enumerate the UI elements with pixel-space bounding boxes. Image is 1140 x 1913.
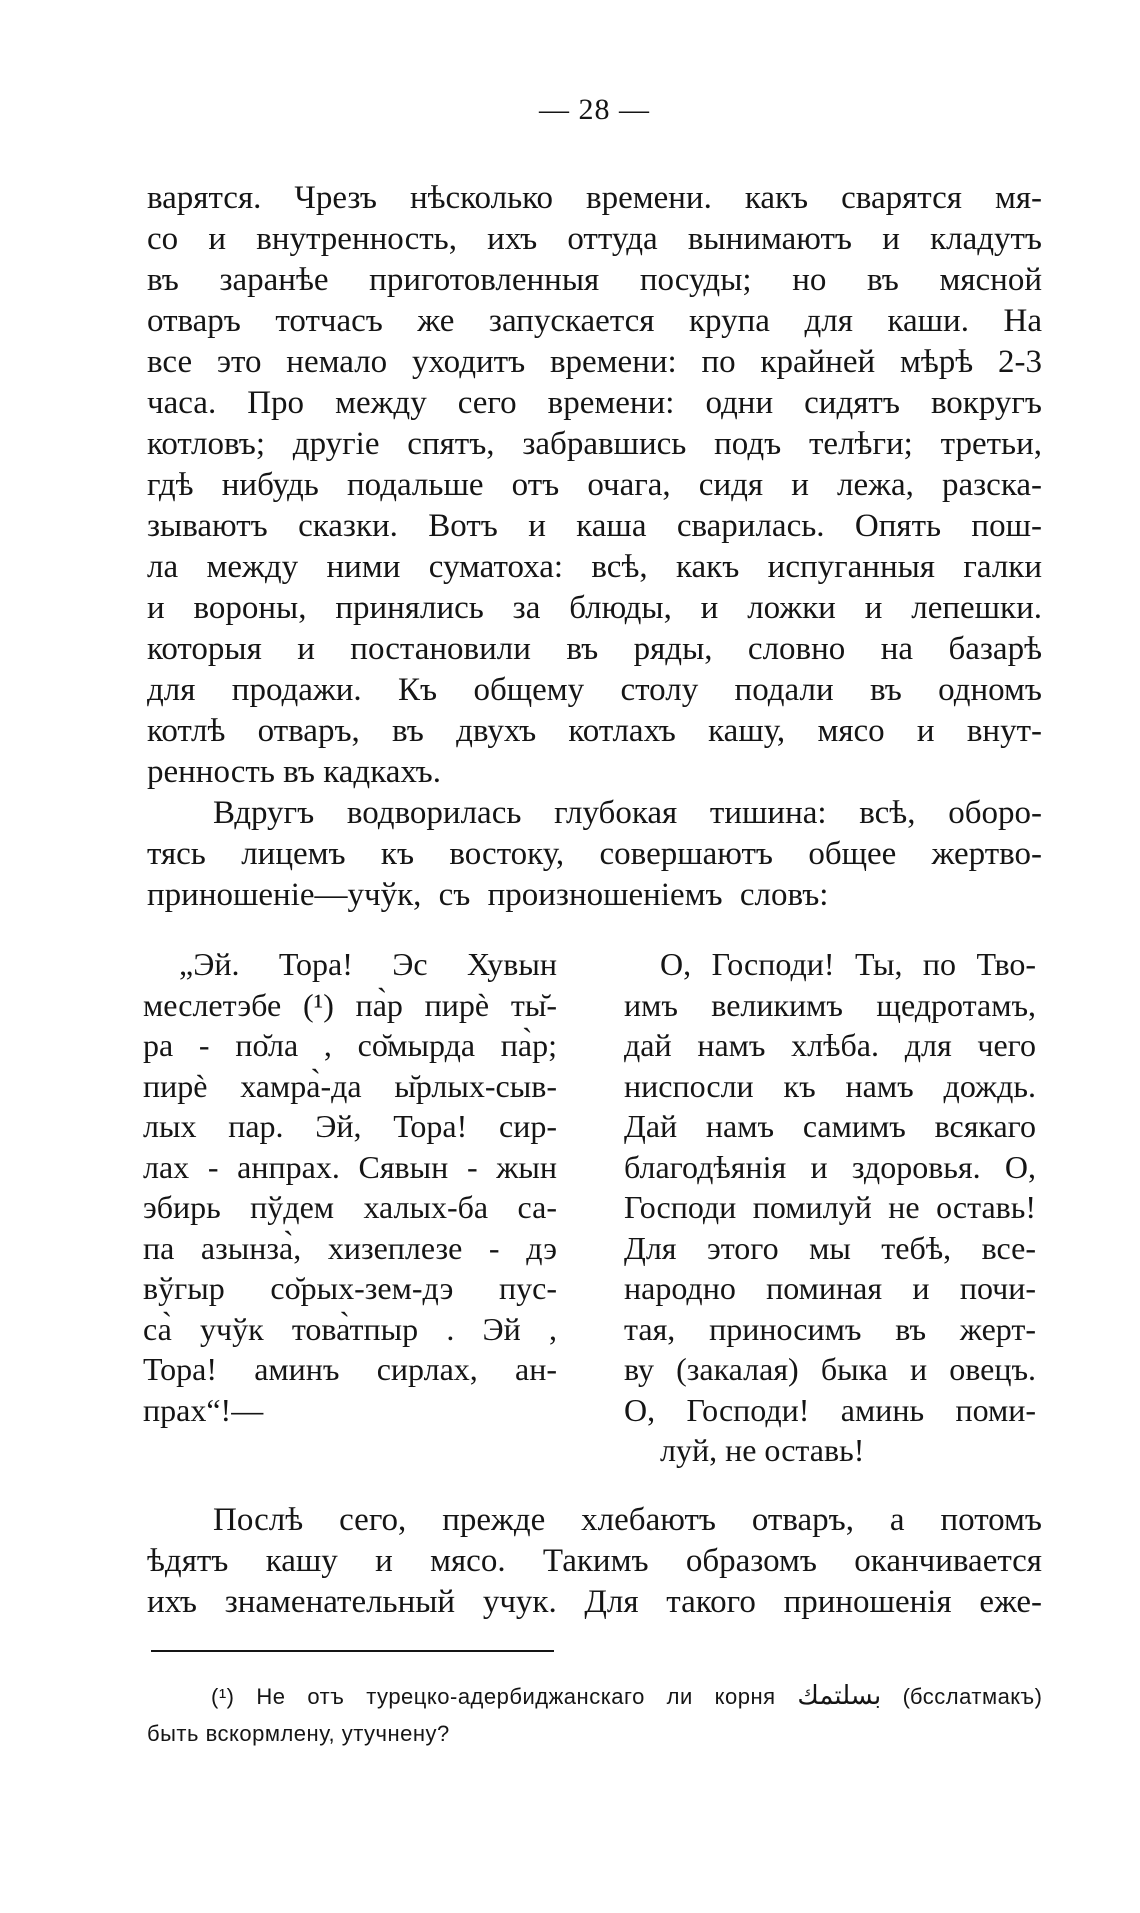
text-line: ренность въ кадкахъ. [147, 754, 441, 790]
translation-line: ниспосли къ намъ дождь. [624, 1067, 1036, 1104]
prayer-line: пирѐ хамра̀-да ы̆рлых-сыв- [143, 1067, 557, 1104]
translation-line: О, Господи! аминь поми- [624, 1391, 1036, 1428]
text-line: которыя и постановили въ ряды, словно на базарѣ [147, 631, 1042, 667]
russian-translation-column [624, 944, 1036, 1471]
footnote-transliteration: (бсслатмакъ) [902, 1684, 1042, 1709]
text-line: котлѣ отваръ, въ двухъ котлахъ кашу, мясо и внут- [147, 713, 1042, 749]
translation-line: ву (закалая) быка и овецъ. [624, 1351, 1036, 1387]
translation-line: благодѣянія и здоровья. О, [624, 1148, 1036, 1185]
text-line: отваръ тотчасъ же запускается крупа для каши. На [147, 303, 1042, 339]
text-line: приношеніе—учўк, съ произношеніемъ словъ: [147, 877, 829, 913]
prayer-line: па азынза̀, хизеплезе - дэ [143, 1229, 557, 1266]
footnote [147, 1677, 1042, 1753]
translation-line: дай намъ хлѣба. для чего [624, 1027, 1036, 1063]
prayer-line: эбирь пўдем халых-ба са- [143, 1189, 557, 1225]
translation-line: тая, приносимъ въ жерт- [624, 1310, 1036, 1347]
footnote-text: Не отъ турецко-адербиджанскаго ли корня [256, 1684, 776, 1709]
translation-line: Для этого мы тебѣ, все- [624, 1229, 1036, 1266]
text-line: въ заранѣе приготовленныя посуды; но въ мясной [147, 262, 1042, 298]
translation-line: народно поминая и почи- [624, 1270, 1036, 1306]
text-line: часа. Про между сего времени: одни сидятъ вокругъ [147, 385, 1042, 421]
text-line: Вдругъ водворилась глубокая тишина: всѣ, оборо- [213, 795, 1042, 831]
page-number: — 28 — [539, 93, 650, 126]
footnote-line [147, 1677, 1042, 1715]
chuvash-prayer-column [143, 944, 557, 1430]
prayer-line: са̀ учўк това̀тпыр . Эй , [143, 1310, 557, 1347]
translation-line: О, Господи! Ты, по Тво- [660, 946, 1036, 982]
prayer-line: лых пар. Эй, Тора! сир- [143, 1108, 557, 1144]
translation-line: луй, не оставь! [660, 1432, 865, 1468]
translation-line: Дай намъ самимъ всякаго [624, 1108, 1036, 1144]
translation-line: имъ великимъ щедротамъ, [624, 986, 1036, 1023]
footnote-separator [151, 1650, 554, 1652]
footnote-marker: (¹) [211, 1684, 235, 1709]
paragraph-3 [147, 1500, 1042, 1623]
text-line: со и внутренность, ихъ оттуда вынимаютъ и кладутъ [147, 221, 1042, 257]
text-line: ѣдятъ кашу и мясо. Такимъ образомъ оканчивается [147, 1543, 1042, 1579]
prayer-line: прах“!— [143, 1391, 264, 1428]
text-line: ла между ними суматоха: всѣ, какъ испуганныя галки [147, 549, 1042, 585]
prayer-line: меслетэбе (¹) па̀р пирѐ ты̆- [143, 986, 557, 1023]
text-line: ихъ знаменательный учук. Для такого приношенія еже- [147, 1584, 1042, 1620]
paragraph-1 [147, 178, 1042, 793]
prayer-line: лах - анпрах. Сявын - жын [143, 1148, 557, 1185]
text-line: котловъ; другіе спятъ, забравшись подъ телѣги; третьи, [147, 426, 1042, 462]
text-line: зываютъ сказки. Вотъ и каша сварилась. Опять пош- [147, 508, 1042, 544]
prayer-line: Тора! аминъ сирлах, ан- [143, 1351, 557, 1387]
text-line: гдѣ нибудь подальше отъ очага, сидя и лежа, разска- [147, 467, 1042, 503]
text-line: Послѣ сего, прежде хлебаютъ отваръ, а потомъ [213, 1502, 1042, 1538]
translation-line: Господи помилуй не оставь! [624, 1189, 1036, 1225]
text-line: тясь лицемъ къ востоку, совершаютъ общее жертво- [147, 836, 1042, 872]
text-line: варятся. Чрезъ нѣсколько времени. какъ сварятся мя- [147, 180, 1042, 216]
footnote-continuation: быть вскормлену, утучнену? [147, 1721, 450, 1746]
text-line: все это немало уходитъ времени: по крайней мѣрѣ 2-3 [147, 344, 1042, 380]
text-line: для продажи. Къ общему столу подали въ одномъ [147, 672, 1042, 708]
paragraph-2 [147, 793, 1042, 916]
prayer-line: ра - по̆ла , со̆мырда па̀р; [143, 1027, 557, 1063]
text-line: и вороны, принялись за блюды, и ложки и лепешки. [147, 590, 1042, 626]
prayer-line: вўгыр со̆рых-зем-дэ пус- [143, 1270, 557, 1306]
footnote-arabic-word: بسلتمك [797, 1681, 882, 1711]
prayer-line: „Эй. Тора! Эс Хувын [179, 946, 557, 982]
